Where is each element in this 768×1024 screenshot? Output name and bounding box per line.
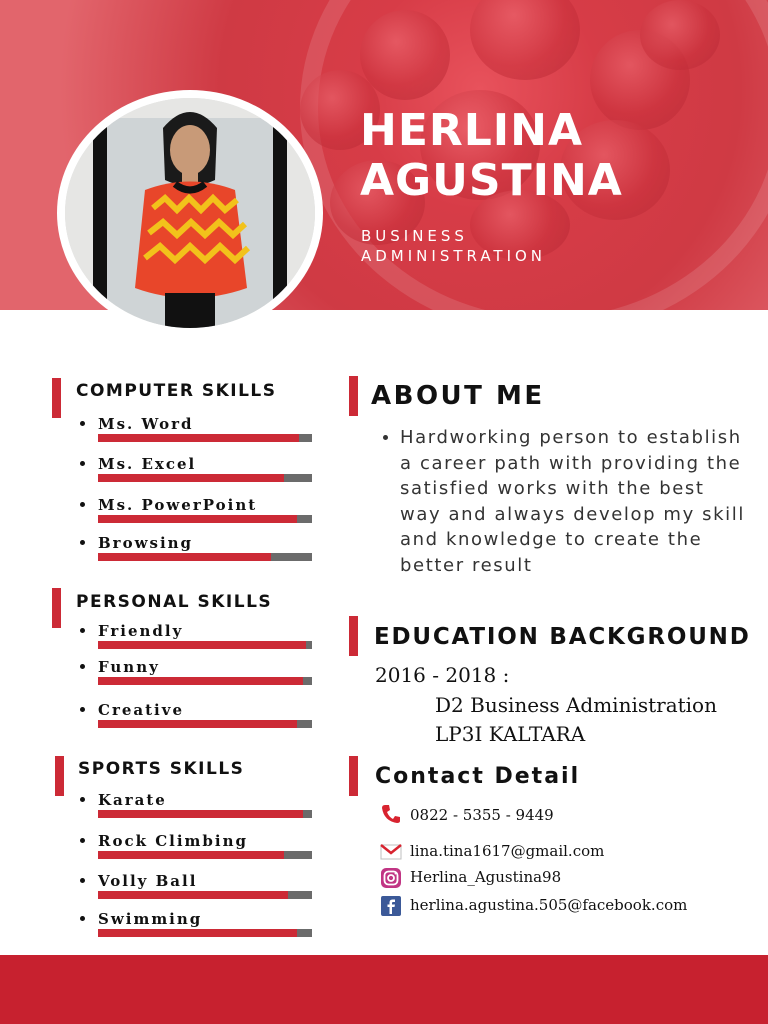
role-line-1: BUSINESS [361, 227, 468, 245]
skill-label: Funny [98, 658, 160, 676]
raspberry-decoration [640, 0, 720, 70]
profile-photo [65, 98, 315, 328]
about-text: Hardworking person to establish a career path with providing the satisfied works with the best way and always develop my skill and knowledge to create the better result [400, 427, 745, 576]
bullet [80, 878, 85, 883]
skill-bar-fill [98, 553, 271, 561]
skill-label: Friendly [98, 622, 184, 640]
skill-bar [98, 641, 312, 649]
bullet [383, 435, 388, 440]
education-degree: D2 Business Administration [435, 693, 717, 717]
skill-label: Creative [98, 701, 184, 719]
bullet [80, 707, 85, 712]
name-line-last: AGUSTINA [360, 155, 623, 206]
phone-icon [380, 803, 402, 825]
skill-bar-fill [98, 434, 299, 442]
bullet [80, 540, 85, 545]
section-marker [52, 588, 61, 628]
skill-bar-fill [98, 851, 284, 859]
facebook-icon [380, 895, 402, 917]
person-portrait [65, 98, 315, 328]
skill-label: Browsing [98, 534, 194, 552]
section-marker [349, 756, 358, 796]
bullet [80, 502, 85, 507]
section-marker [349, 376, 358, 416]
skill-bar-fill [98, 474, 284, 482]
sports-skills-heading: SPORTS SKILLS [78, 759, 245, 779]
skill-bar-fill [98, 677, 303, 685]
raspberry-decoration [360, 10, 450, 100]
skill-label: Volly Ball [98, 872, 198, 890]
contact-facebook[interactable]: herlina.agustina.505@facebook.com [410, 896, 688, 914]
skill-bar [98, 474, 312, 482]
skill-bar [98, 553, 312, 561]
education-years: 2016 - 2018 : [375, 663, 510, 687]
email-icon [380, 841, 402, 863]
role-line-2: ADMINISTRATION [361, 247, 547, 265]
education-heading: EDUCATION BACKGROUND [374, 624, 751, 650]
contact-heading: Contact Detail [375, 764, 581, 789]
section-marker [55, 756, 64, 796]
skill-bar-fill [98, 929, 297, 937]
candidate-role [361, 226, 546, 266]
skill-bar [98, 434, 312, 442]
bullet [80, 838, 85, 843]
about-heading: ABOUT ME [371, 381, 545, 411]
skill-bar [98, 891, 312, 899]
instagram-icon [380, 867, 402, 889]
skill-bar-fill [98, 641, 306, 649]
bullet [80, 664, 85, 669]
skill-label: Ms. PowerPoint [98, 496, 258, 514]
skill-bar [98, 720, 312, 728]
skill-bar-fill [98, 515, 297, 523]
section-marker [52, 378, 61, 418]
contact-email[interactable]: lina.tina1617@gmail.com [410, 842, 605, 860]
bullet [80, 628, 85, 633]
bullet [80, 916, 85, 921]
skill-bar-fill [98, 720, 297, 728]
footer-bar [0, 955, 768, 1024]
education-school: LP3I KALTARA [435, 722, 586, 746]
skill-bar [98, 810, 312, 818]
bullet [80, 797, 85, 802]
name-line-first: HERLINA [360, 105, 584, 156]
bullet [80, 461, 85, 466]
computer-skills-heading: COMPUTER SKILLS [76, 381, 277, 401]
skill-label: Karate [98, 791, 167, 809]
skill-bar [98, 929, 312, 937]
skill-label: Swimming [98, 910, 203, 928]
skill-bar [98, 515, 312, 523]
skill-label: Ms. Excel [98, 455, 197, 473]
personal-skills-heading: PERSONAL SKILLS [76, 592, 273, 612]
skill-bar [98, 677, 312, 685]
bullet [80, 421, 85, 426]
contact-instagram[interactable]: Herlina_Agustina98 [410, 868, 562, 886]
contact-phone: 0822 - 5355 - 9449 [410, 806, 554, 824]
skill-bar [98, 851, 312, 859]
skill-bar-fill [98, 891, 288, 899]
skill-label: Rock Climbing [98, 832, 249, 850]
skill-label: Ms. Word [98, 415, 194, 433]
candidate-name [360, 106, 623, 206]
section-marker [349, 616, 358, 656]
skill-bar-fill [98, 810, 303, 818]
